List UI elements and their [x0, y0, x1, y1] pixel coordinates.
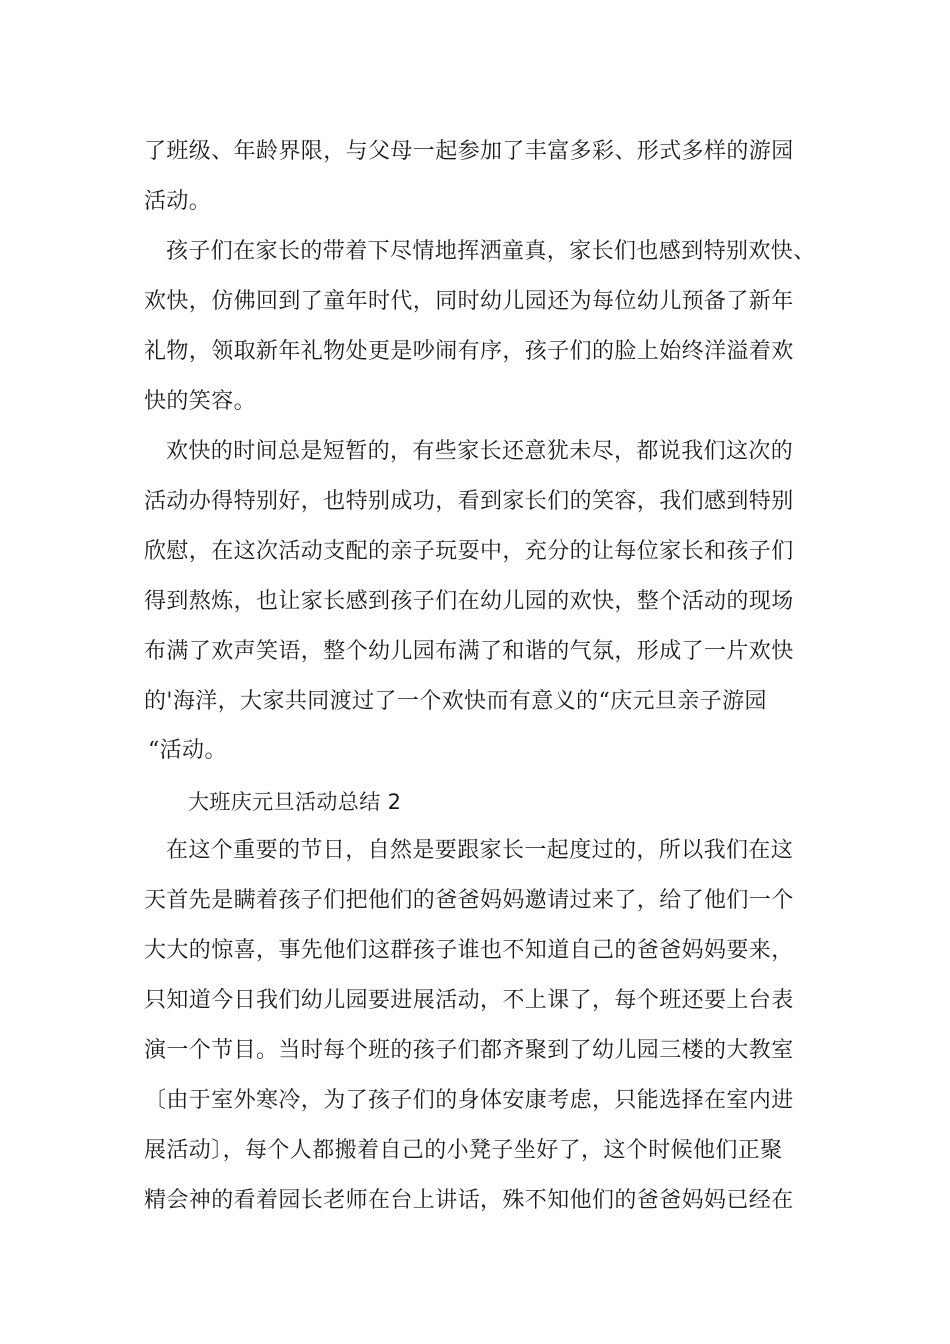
section-heading: 大班庆元旦活动总结 2: [188, 790, 402, 814]
text-line: 展活动〕，每个人都搬着自己的小凳子坐好了，这个时候他们正聚: [144, 1138, 783, 1163]
text-line: 活动办得特别好，也特别成功，看到家长们的笑容，我们感到特别: [144, 489, 794, 514]
text-line: 〔由于室外寒冷，为了孩子们的身体安康考虑，只能选择在室内进: [144, 1088, 794, 1113]
text-line: 大大的惊喜，事先他们这群孩子谁也不知道自己的爸爸妈妈要来，: [144, 938, 794, 963]
text-line: 快的笑容。: [144, 389, 257, 414]
text-line: 活动。: [144, 189, 212, 214]
paragraph-first-line: 孩子们在家长的带着下尽情地挥洒童真，家长们也感到特别欢快、: [166, 239, 816, 264]
paragraph-first-line: 欢快的时间总是短暂的，有些家长还意犹未尽，都说我们这次的: [166, 439, 794, 464]
text-line: 了班级、年龄界限，与父母一起参加了丰富多彩、形式多样的游园: [144, 139, 794, 164]
text-line: 礼物，领取新年礼物处更是吵闹有序，孩子们的脸上始终洋溢着欢: [144, 339, 794, 364]
text-line: 只知道今日我们幼儿园要进展活动，不上课了，每个班还要上台表: [144, 988, 794, 1013]
text-line: 演一个节目。当时每个班的孩子们都齐聚到了幼儿园三楼的大教室: [144, 1038, 794, 1063]
text-line: 欢快，仿佛回到了童年时代，同时幼儿园还为每位幼儿预备了新年: [144, 289, 794, 314]
text-line: 欣慰，在这次活动支配的亲子玩耍中，充分的让每位家长和孩子们: [144, 539, 794, 564]
text-line: 得到熬炼，也让家长感到孩子们在幼儿园的欢快，整个活动的现场: [144, 589, 794, 614]
text-line: 精会神的看着园长老师在台上讲话，殊不知他们的爸爸妈妈已经在: [144, 1188, 794, 1213]
text-line: 布满了欢声笑语，整个幼儿园布满了和谐的气氛，形成了一片欢快: [144, 639, 794, 664]
text-line: “活动。: [148, 738, 227, 763]
paragraph-first-line: 在这个重要的节日，自然是要跟家长一起度过的，所以我们在这: [166, 838, 794, 863]
text-line: 的'海洋，大家共同渡过了一个欢快而有意义的“庆元旦亲子游园: [144, 689, 767, 714]
text-line: 天首先是瞒着孩子们把他们的爸爸妈妈邀请过来了，给了他们一个: [144, 888, 794, 913]
